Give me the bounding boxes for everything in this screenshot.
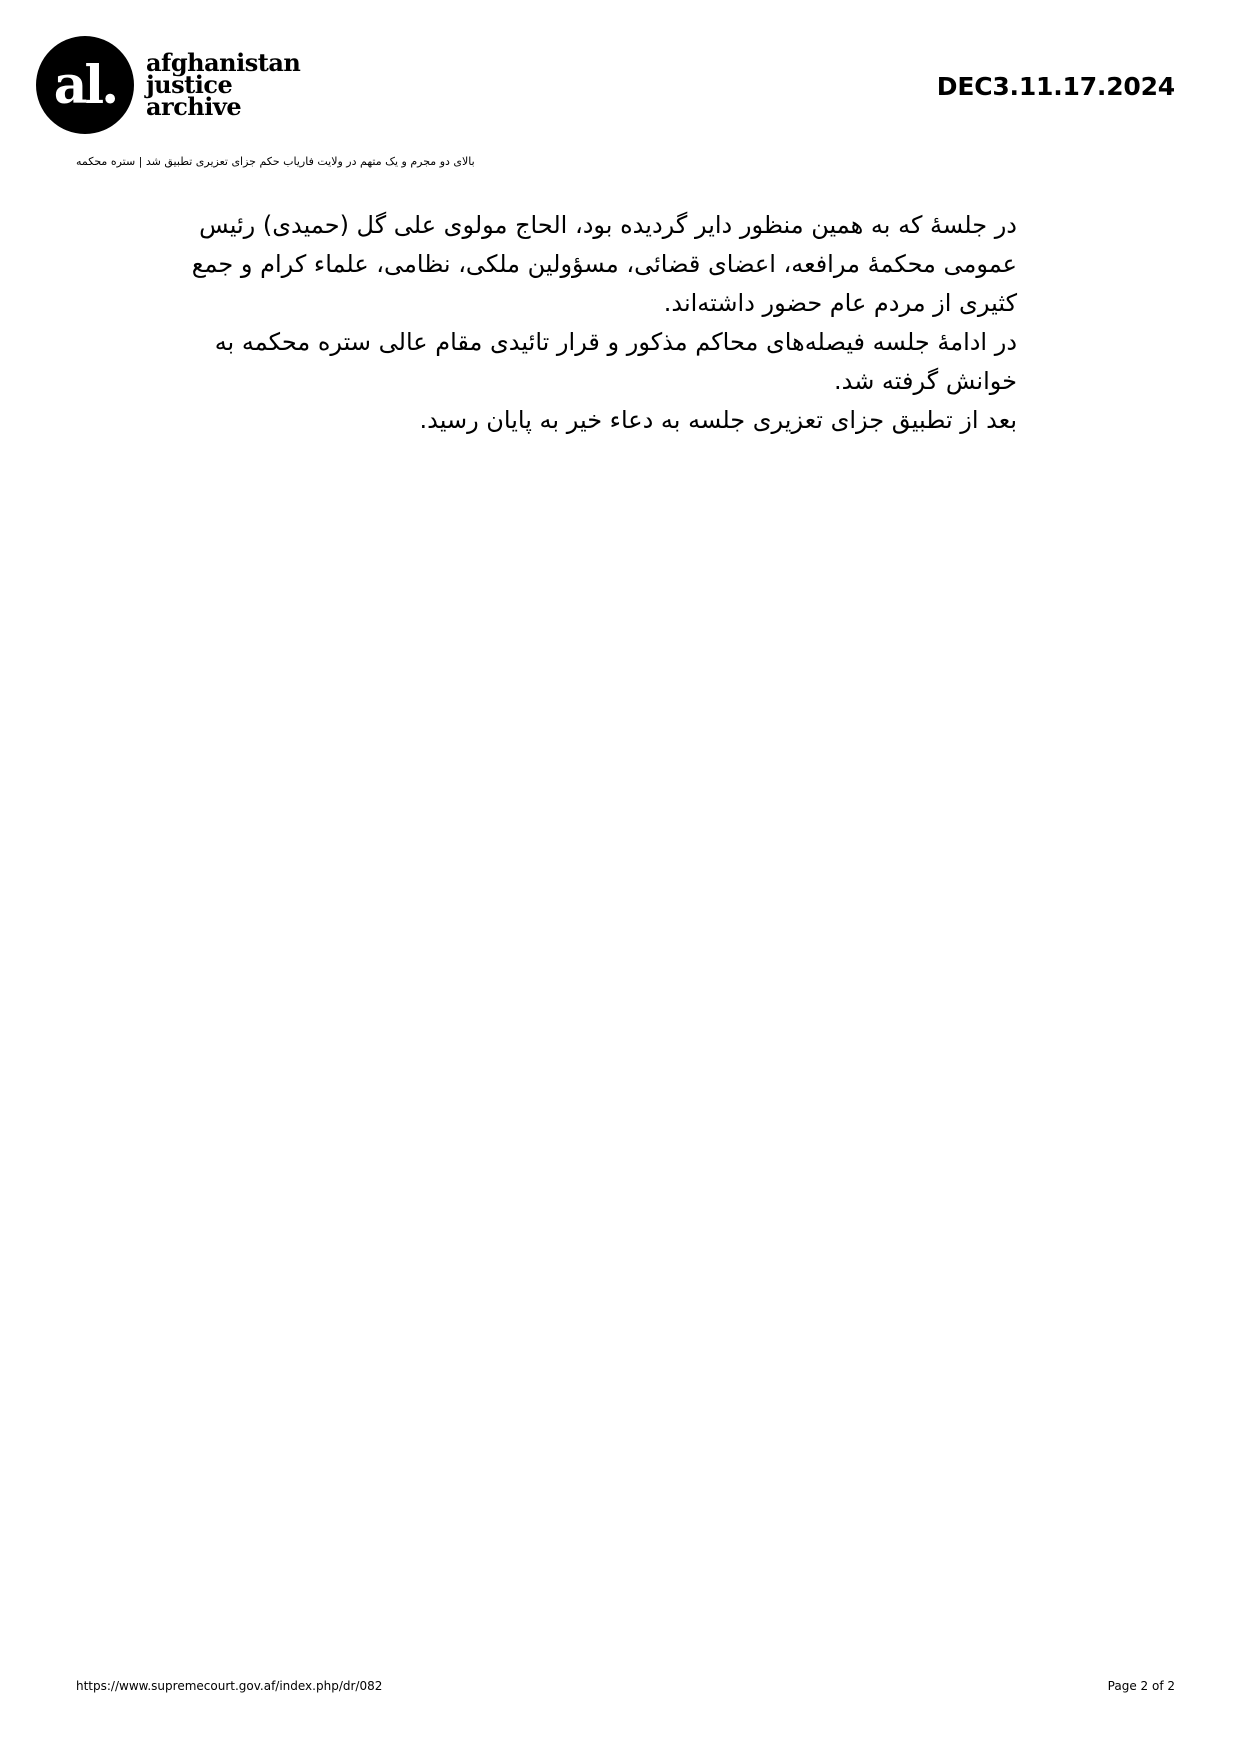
logo-wordmark xyxy=(146,48,301,121)
source-url: https://www.supremecourt.gov.af/index.php/dr/082 xyxy=(76,1679,383,1693)
logo-line-1: afghanistan xyxy=(146,48,301,77)
paragraph-2: در ادامۀ جلسه فیصله‌های محاکم مذکور و قرار تائیدی مقام عالی ستره محکمه به خوانش گرفته شد. xyxy=(214,328,1017,395)
paragraph-3: بعد از تطبیق جزای تعزیری جلسه به دعاء خیر به پایان رسید. xyxy=(419,406,1017,434)
afghanistan-justice-archive-logo xyxy=(36,36,300,134)
logo-line-2: justice xyxy=(146,70,233,99)
logo-line-3: archive xyxy=(146,92,242,121)
article-body xyxy=(160,206,1017,440)
logo-mark: al. xyxy=(36,36,134,134)
document-id: DEC3.11.17.2024 xyxy=(936,72,1175,101)
page-number: Page 2 of 2 xyxy=(1107,1679,1175,1693)
page-header-title: بالای دو مجرم و یک متهم در ولایت فاریاب حکم جزای تعزیری تطبیق شد | ستره محکمه xyxy=(76,155,475,168)
paragraph-1: در جلسۀ که به همین منظور دایر گردیده بود، الحاج مولوی علی گل (حمیدی) رئیس عمومی محکمۀ مرافعه، اعضای قضائی، مسؤولین ملکی، نظامی، علماء کرام و جمع کثیری از مردم عام حضور داشته‌اند. xyxy=(191,211,1017,317)
